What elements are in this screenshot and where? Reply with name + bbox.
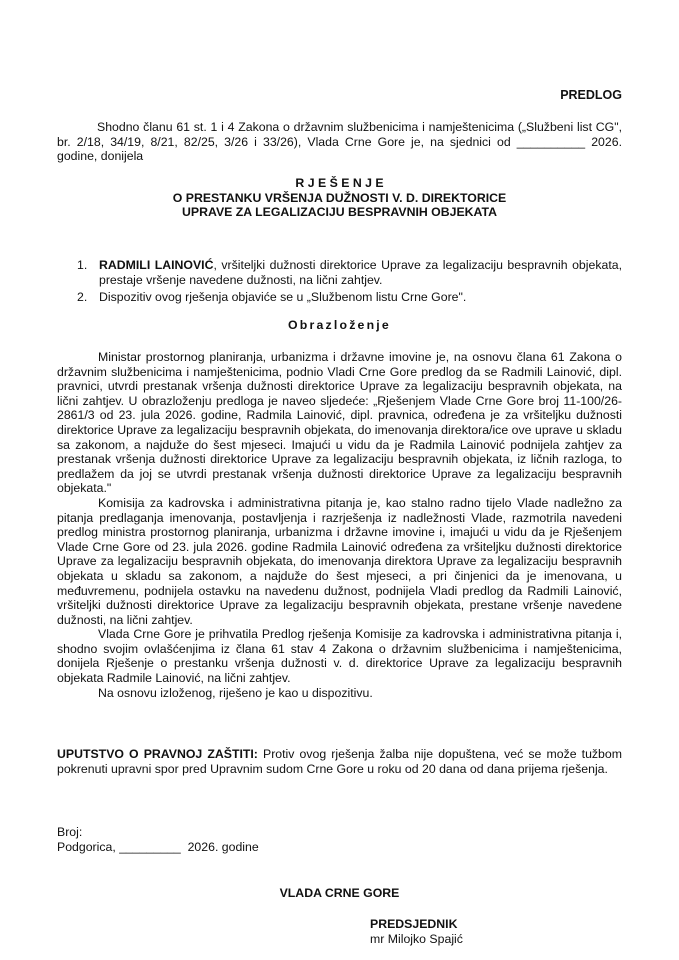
reasoning-title: Obrazloženje xyxy=(288,318,391,332)
decision-title-line-1: R J E Š E N J E xyxy=(295,176,384,190)
dispositive-list xyxy=(57,258,622,308)
intro-text: Shodno članu 61 st. 1 i 4 Zakona o državnim službenicima i namještenicima („Službeni list CG", br. 2/18, 34/19, 8/21, 82/25, 3/26 i 33/26), Vlada Crne Gore je, na sjednici od __________ 2026. godine, donijela xyxy=(57,120,622,164)
legal-remedy-paragraph xyxy=(57,747,622,776)
reasoning-paragraph: Komisija za kadrovska i administrativna pitanja je, kao stalno radno tijelo Vlade nadležno za pitanja predlaganja imenovanja, postavljenja i razrješenja iz nadležnosti Vlade, razmotrila navedeni predlog ministra prostornog planiranja, urbanizma i državne imovine i, imajući u vidu da je Rješenjem Vlade Crne Gore od 23. jula 2026. godine Radmila Lainović određena za vršiteljku dužnosti direktorice Uprave za legalizaciju bespravnih objekata, do imenovanja direktora Uprave za legalizaciju bespravnih objekata u skladu sa zakonom, a najduže do šest mjeseci, a pri činjenici da je imenovana, u međuvremenu, podnijela ostavku na navedenu dužnost, podnijela Vladi predlog da Radmili Lainović, vršiteljki dužnosti direktorice Uprave za legalizaciju bespravnih objekata, prestane vršenje navedene dužnosti, na lični zahtjev. xyxy=(57,495,622,627)
decision-title xyxy=(57,176,622,220)
legal-remedy-text: Protiv ovog rješenja žalba nije dopuštena, već se može tužbom pokrenuti upravni spor pred Upravnim sudom Crne Gore u roku od 20 dana od dana prijema rješenja. xyxy=(57,747,622,776)
dispositive-number: 2. xyxy=(77,290,88,305)
reference-number: Broj: xyxy=(57,825,83,839)
proposal-label: PREDLOG xyxy=(560,88,622,102)
signature-block xyxy=(370,917,463,946)
dispositive-item xyxy=(57,258,622,287)
reasoning-paragraph: Ministar prostornog planiranja, urbanizma i državne imovine je, na osnovu člana 61 Zakona o državnim službenicima i namještenicima, podnio Vladi Crne Gore predlog da se Radmili Lainović, dipl. pravnici, utvrdi prestanak vršenja dužnosti direktorice Uprave za legalizaciju bespravnih objekata, na lični zahtjev. U obrazloženju predloga je naveo sljedeće: „Rješenjem Vlade Crne Gore broj 11-100/26-2861/3 od 23. jula 2026. godine, Radmila Lainović, dipl. pravnica, određena je za vršiteljku dužnosti direktorice Uprave za legalizaciju bespravnih objekata, do imenovanja direktora/ice ove uprave u skladu sa zakonom, a najduže do šest mjeseci. Imajući u vidu da je Radmila Lainović podnijela zahtjev za prestanak vršenja dužnosti direktorice Uprave za legalizaciju bespravnih objekata, iz ličnih razloga, to predlažem da joj se utvrdi prestanak vršenja dužnosti direktorice Uprave za legalizaciju bespravnih objekata." xyxy=(57,350,622,496)
reasoning-paragraph: Vlada Crne Gore je prihvatila Predlog rješenja Komisije za kadrovska i administrativna pitanja i, shodno svojim ovlašćenjima iz člana 61 stav 4 Zakona o državnim službenicima i namještenicima, donijela Rješenje o prestanku vršenja dužnosti v. d. direktorice Uprave za legalizaciju bespravnih objekata Radmile Lainović, na lični zahtjev. xyxy=(57,627,622,686)
reasoning-paragraph: Na osnovu izloženog, riješeno je kao u dispozitivu. xyxy=(98,685,373,700)
place-date: Podgorica, _________ 2026. godine xyxy=(57,839,259,854)
dispositive-text: , vršiteljki dužnosti direktorice Uprave za legalizaciju bespravnih objekata, prestaje vršenje navedene dužnosti, na lični zahtjev. xyxy=(99,258,622,287)
dispositive-number: 1. xyxy=(77,258,88,272)
dispositive-person-name: RADMILI LAINOVIĆ xyxy=(99,258,214,272)
reasoning-section xyxy=(57,350,622,700)
intro-paragraph xyxy=(57,120,622,164)
legal-remedy xyxy=(57,747,622,776)
decision-title-line-3: UPRAVE ZA LEGALIZACIJU BESPRAVNIH OBJEKATA xyxy=(182,205,497,220)
legal-remedy-label: UPUTSTVO O PRAVNOJ ZAŠTITI: xyxy=(57,747,258,761)
president-name: mr Milojko Spajić xyxy=(370,931,463,946)
dispositive-text: Dispozitiv ovog rješenja objaviće se u „Službenom listu Crne Gore". xyxy=(99,290,467,305)
president-title: PREDSJEDNIK xyxy=(370,917,458,931)
dispositive-item xyxy=(57,290,622,305)
reference-block xyxy=(57,825,259,854)
government-name: VLADA CRNE GORE xyxy=(279,886,400,900)
decision-title-line-2: O PRESTANKU VRŠENJA DUŽNOSTI V. D. DIREKTORICE xyxy=(172,190,507,205)
